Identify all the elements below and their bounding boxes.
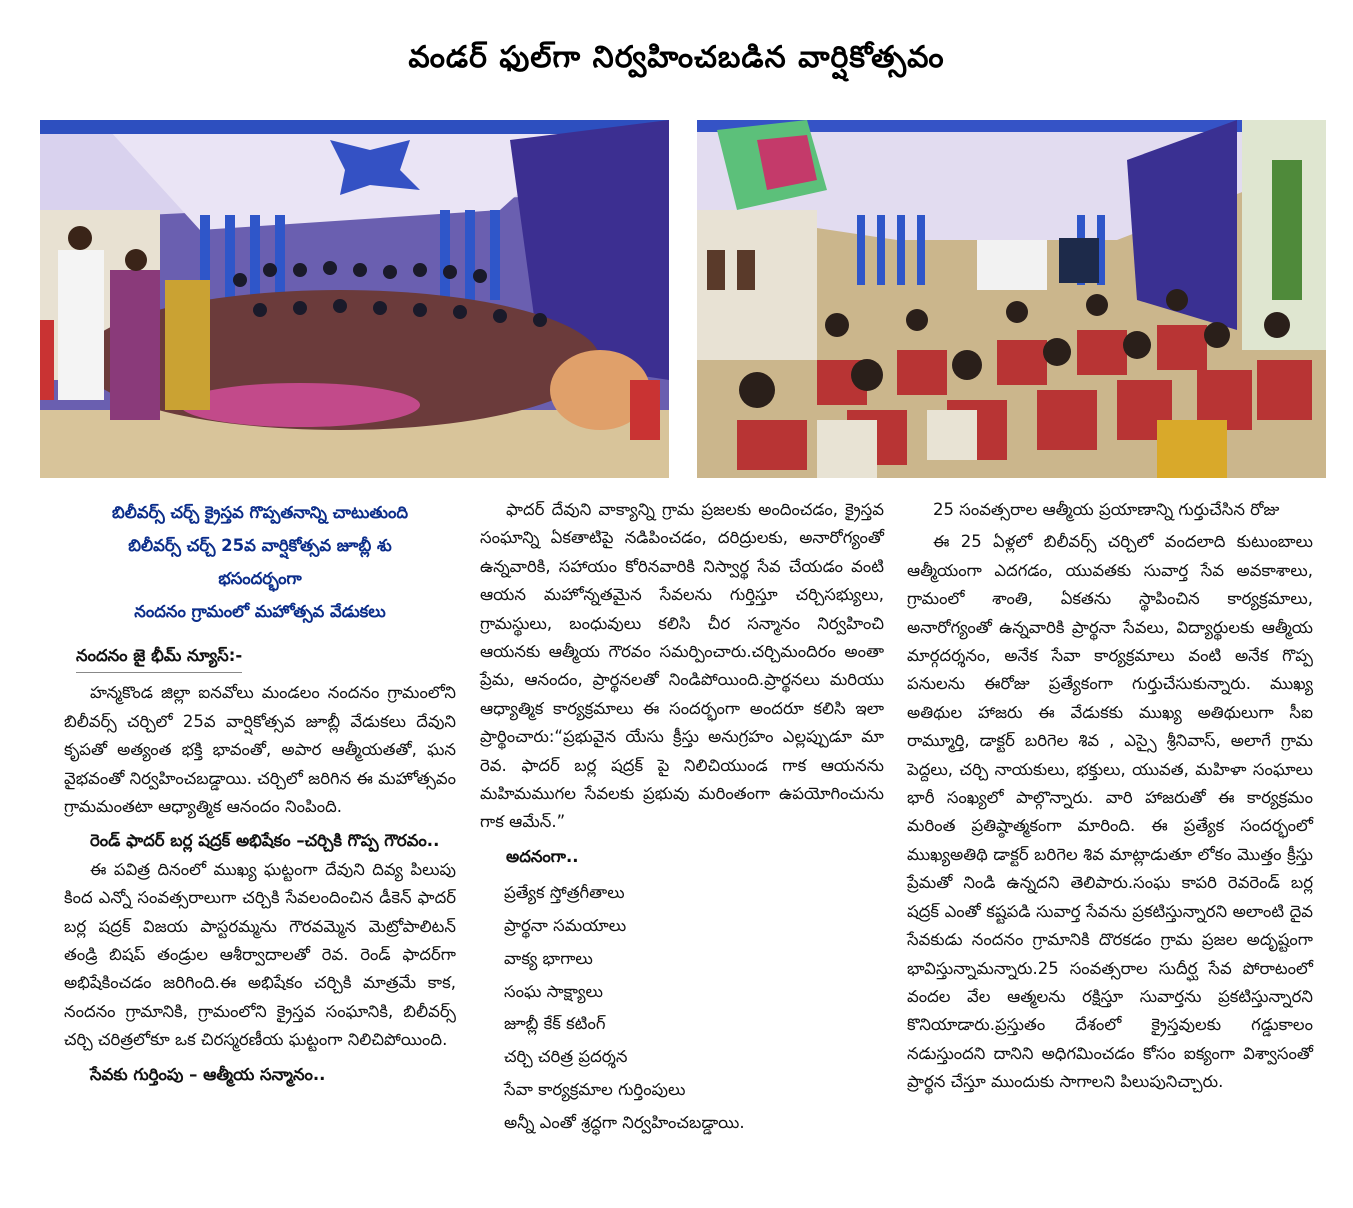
- list-item: ప్రార్థనా సమయాలు: [504, 916, 627, 936]
- congregation-photo-icon: [697, 120, 1326, 478]
- section-subhead: అదనంగా..: [506, 846, 579, 866]
- program-list: [480, 877, 884, 1139]
- section-subhead: రెండ్ ఫాదర్ బర్ల షద్రక్ అభిషేకం –చర్చికి గొప్ప గౌరవం..: [90, 831, 440, 851]
- list-item: జూబ్లీ కేక్ కటింగ్: [504, 1014, 606, 1034]
- group-photo-icon: [40, 120, 669, 478]
- paragraph: ఈ పవిత్ర దినంలో ముఖ్య ఘట్టంగా దేవుని దివ్య పిలుపు కింద ఎన్నో సంవత్సరాలుగా చర్చికి సేవలందించిన డీకెన్ ఫాదర్ బర్ల షద్రక్ విజయ పాస్టరమ్మను గౌరవమ్మెన మెట్రోపాలిటన్ తండ్రి బిషప్ తండ్రుల ఆశీర్వాదాలతో రెవ. రెండ్ ఫాదర్‌గా అభిషేకించడం జరిగింది.ఈ అభిషేకం చర్చికి మాత్రమే కాక, నందనం గ్రామానికి, గ్రామంలోని క్రైస్తవ సంఘానికి, బిలీవర్స్ చర్చి చరిత్రలోకూ ఒక చిరస్మరణీయ ఘట్టంగా నిలిచిపోయింది.: [64, 859, 456, 1050]
- list-item: సేవా కార్యక్రమాల గుర్తింపులు: [504, 1080, 686, 1100]
- list-item: చర్చి చరిత్ర ప్రదర్శన: [504, 1047, 628, 1067]
- blue-subhead-line-3: భసందర్భంగా: [218, 569, 302, 588]
- group-photo: [40, 120, 669, 478]
- list-item: సంఘ సాక్ష్యాలు: [504, 981, 603, 1001]
- list-item: అన్నీ ఎంతో శ్రద్ధగా నిర్వహించబడ్డాయి.: [504, 1112, 745, 1132]
- list-item: ప్రత్యేక స్తోత్రగీతాలు: [504, 883, 625, 903]
- blue-subhead-line-2: బిలీవర్స్ చర్చ్ 25వ వార్షికోత్సవ జూబ్లీ శు: [128, 536, 392, 555]
- paragraph: ఈ 25 ఏళ్లలో బిలీవర్స్ చర్చిలో వందలాది కుటుంబాలు ఆత్మీయంగా ఎదగడం, యువతకు సువార్త సేవ అవకాశాలు, గ్రామంలో శాంతి, ఏకతను స్థాపించిన కార్యక్రమాలు, అనారోగ్యంతో ఉన్నవారికి ప్రార్థనా సేవలు, విద్యార్థులకు ఆత్మీయ మార్గదర్శనం, అనేక సేవా కార్యక్రమాలు వంటి అనేక గొప్ప పనులను ఈరోజు ప్రత్యేకంగా గుర్తుచేసుకున్నారు. ముఖ్య అతిథుల హాజరు ఈ వేడుకకు ముఖ్య అతిథులుగా సీఐ రామ్మూర్తి, డాక్టర్ బరిగెల శివ , ఎస్సై శ్రీనివాస్, అలాగే గ్రామ పెద్దలు, చర్చి నాయకులు, భక్తులు, యువత, మహిళా సంఘాలు భారీ సంఖ్యలో పాల్గొన్నారు. వారి హాజరుతో ఈ కార్యక్రమం మరింత ప్రతిష్ఠాత్మకంగా మారింది. ఈ ప్రత్యేక సందర్భంలో ముఖ్యఅతిథి డాక్టర్ బరిగెల శివ మాట్లాడుతూ లోకం మొత్తం క్రీస్తు ప్రేమతో నిండి ఉన్నదని తెలిపారు.సంఘ కాపరి రెవరెండ్ బర్ల షద్రక్ ఎంతో కష్టపడి సువార్త సేవను ప్రకటిస్తున్నారని అలాంటి దైవ సేవకుడు నందనం గ్రామానికి దొరకడం గ్రామ ప్రజల అదృష్టంగా భావిస్తున్నామన్నారు.25 సంవత్సరాల సుదీర్ఘ సేవ పోరాటంలో వందల వేల ఆత్మలను రక్షిస్తూ సువార్తను ప్రకటిస్తున్నారని కొనియాడారు.ప్రస్తుతం దేశంలో క్రైస్తవులకు గడ్డుకాలం నడుస్తుందని దానిని అధిగమించడం కోసం ఐక్యంగా విశ్వాసంతో ప్రార్థన చేస్తూ ముందుకు సాగాలని పిలుపునిచ్చారు.: [907, 532, 1313, 1092]
- article-column-1: [64, 496, 456, 1089]
- paragraph: హన్మకొండ జిల్లా ఐనవోలు మండలం నందనం గ్రామంలోని బిలీవర్స్ చర్చిలో 25వ వార్షికోత్సవ జూబ్లీ వేడుకలు దేవుని కృపతో అత్యంత భక్తి భావంతో, అపార ఆత్మీయతతో, ఘన వైభవంతో నిర్వహించబడ్డాయి. చర్చిలో జరిగిన ఈ మహోత్సవం గ్రామమంతటా ఆధ్యాత్మిక ఆనందం నింపింది.: [64, 683, 456, 817]
- blue-subhead-line-4: నందనం గ్రామంలో మహోత్సవ వేడుకలు: [134, 602, 386, 621]
- section-subhead: సేవకు గుర్తింపు – ఆత్మీయ సన్మానం..: [90, 1064, 326, 1084]
- paragraph: 25 సంవత్సరాల ఆత్మీయ ప్రయాణాన్ని గుర్తుచేసిన రోజు: [933, 500, 1280, 519]
- blue-subhead-line-1: బిలీవర్స్ చర్చ్ క్రైస్తవ గొప్పతనాన్ని చాటుతుంది: [112, 503, 408, 522]
- article-column-2: [480, 496, 884, 1140]
- congregation-photo: [697, 120, 1326, 478]
- headline: వండర్ ఫుల్‌గా నిర్వహించబడిన వార్షికోత్సవం: [408, 40, 945, 75]
- dateline: నందనం జై భీమ్ న్యూస్:-: [76, 642, 242, 673]
- list-item: వాక్య భాగాలు: [504, 948, 593, 968]
- article-column-3: [907, 496, 1313, 1097]
- paragraph: ఫాదర్ దేవుని వాక్యాన్ని గ్రామ ప్రజలకు అందించడం, క్రైస్తవ సంఘాన్ని ఏకతాటిపై నడిపించడం, దరిద్రులకు, అనారోగ్యంతో ఉన్నవారికి, సహాయం కోరినవారికి నిస్వార్థ సేవ చేయడం వంటి ఆయన మహోన్నతమైన సేవలను గుర్తిస్తూ చర్చిసభ్యులు, గ్రామస్థులు, బంధువులు కలిసి చీర సన్మానం నిర్వహించి ఆయనకు ఆత్మీయ గౌరవం సమర్పించారు.చర్చిమందిరం అంతా ప్రేమ, ఆనందం, ప్రార్థనలతో నిండిపోయింది.ప్రార్థనలు మరియు ఆధ్యాత్మిక కార్యక్రమాలు ఈ సందర్భంగా అందరూ కలిసి ఇలా ప్రార్థించారు:“ప్రభువైన యేసు క్రీస్తు అనుగ్రహం ఎల్లప్పుడూ మా రెవ. ఫాదర్ బర్ల షద్రక్ పై నిలిచియుండ గాక ఆయనను మహిమముగల సేవలకు ప్రభువు మరింతంగా ఉపయోగించును గాక ఆమేన్.”: [480, 500, 884, 832]
